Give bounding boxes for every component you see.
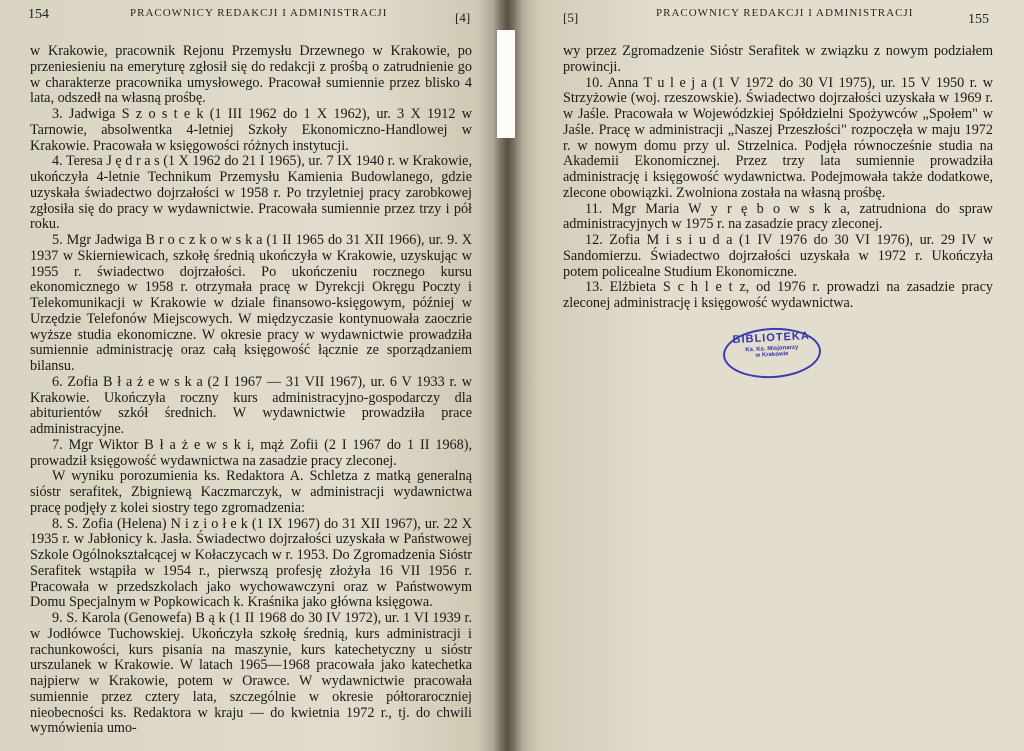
page-number: 155 [968, 12, 989, 27]
paragraph: 13. Elżbieta S c h l e t z, od 1976 r. prowadzi na zasadzie pracy zleconej administrację i księgowość wydawnictwa. [563, 279, 993, 311]
page-number: 154 [28, 7, 49, 22]
paragraph: 9. S. Karola (Genowefa) B ą k (1 II 1968 do 30 IV 1972), ur. 1 VI 1939 r. w Jodłówce Tuchowskiej. Ukończyła szkołę średnią, kurs administracji i rachunkowości, kurs pisania na maszynie, kurs katechetyczny u sióstr urszulanek w Krakowie. W latach 1965—1968 pracowała jako katechetka najpierw w Krakowie, potem w Orawce. W wydawnictwie pracowała sumiennie przez cztery lata, szczególnie w okresie półtoraroczniej nieobecności ks. Redaktora w kraju — do kwietnia 1972 r., tj. do chwili wymówienia umo- [30, 610, 472, 737]
paragraph: 5. Mgr Jadwiga B r o c z k o w s k a (1 II 1965 do 31 XII 1966), ur. 9. X 1937 w Skierniewicach, szkołę średnią ukończyła w Krakowie, uzyskując w 1955 r. świadectwo dojrzałości. Po ukończeniu rocznego kursu ekonomicznego w 1958 r. otrzymała pracę w Dyrekcji Okręgu Poczty i Telekomunikacji w Krakowie w dziale finansowo-księgowym, później w Urzędzie Telefonów Miejscowych. W międzyczasie kontynuowała zaoczrie wyższe studia ekonomiczne. W okresie pracy w wydawnictwie prowadziła sumiennie administrację oraz całą księgowość łącznie ze sporządzaniem bilansu. [30, 232, 472, 374]
paragraph: 8. S. Zofia (Helena) N i z i o ł e k (1 IX 1967) do 31 XII 1967), ur. 22 X 1935 r. w Jabłonicy k. Jasła. Świadectwo dojrzałości uzyskała w Państwowej Szkole Ogólnokształcącej w Kołaczycach w r. 1953. Do Zgromadzenia Sióstr Serafitek wstąpiła w 1954 r., pierwszą profesję złożyła 16 VII 1956 r. Pracowała w przedszkolach jako wychowawczyni oraz w Państwowym Domu Specjalnym w Popkowicach k. Kraśnika jako główna księgowa. [30, 515, 472, 611]
paragraph: w Krakowie, pracownik Rejonu Przemysłu Drzewnego w Krakowie, po przeniesieniu na emeryturę zgłosił się do redakcji z prośbą o zatrudnienie go w charakterze pracownika umysłowego. Pracował sumiennie przez blisko 4 lata, odszedł na własną prośbę. [30, 43, 472, 107]
paragraph: 12. Zofia M i s i u d a (1 IV 1976 do 30 VI 1976), ur. 29 IV w Sandomierzu. Świadectwo dojrzałości uzyskała w 1972 r. Ukończyła potem policealne Studium Ekonomiczne. [563, 232, 993, 280]
left-page-body [30, 44, 472, 737]
paragraph: 7. Mgr Wiktor B ł a ż e w s k i, mąż Zofii (2 I 1967 do 1 II 1968), prowadził księgowość wydawnictwa na zasadzie pracy zleconej. [30, 436, 472, 469]
paragraph: 10. Anna T u l e j a (1 V 1972 do 30 VI 1975), ur. 15 V 1950 r. w Strzyżowie (woj. rzeszowskie). Świadectwo dojrzałości uzyskała w 1969 r. w Jaśle. Pracowała w Wojewódzkiej Spółdzielni Spożywców „Społem" w Jaśle. Pracę w administracji „Naszej Przeszłości" rozpoczęła w maju 1972 r. w nowym domu przy ul. Strzelnica. Podjęła równocześnie studia na Akademii Ekonomicznej. Przez trzy lata sumiennie prowadziła administrację i księgowość wydawnictwa. Podejmowała także dodatkowe, zlecone obowiązki. Zwolniona została na własną prośbę. [563, 74, 993, 201]
stamp-middle-text: Ks. Ks. Misjonarzy [745, 344, 799, 354]
section-mark: [5] [563, 10, 579, 25]
left-page [0, 0, 508, 751]
running-head: PRACOWNICY REDAKCJI I ADMINISTRACJI [130, 7, 388, 19]
paper-slip [497, 30, 515, 138]
running-head: PRACOWNICY REDAKCJI I ADMINISTRACJI [656, 7, 914, 19]
paragraph: 4. Teresa J ę d r a s (1 X 1962 do 21 I 1965), ur. 7 IX 1940 r. w Krakowie, ukończyła 4-letnie Technikum Przemysłu Kamienia Budowlanego, gdzie uzyskała świadectwo dojrzałości w 1958 r. Po trzyletniej pracy zarobkowej zgłosiła się do pracy w wydawnictwie. Pracowała sumiennie przez trzy i pół roku. [30, 153, 472, 233]
paragraph: W wyniku porozumienia ks. Redaktora A. Schletza z matką generalną sióstr serafitek, Zbigniewą Kaczmarczyk, w administracji wydawnictwa pracę podjęły z kolei siostry tego zgromadzenia: [30, 468, 472, 516]
paragraph: 3. Jadwiga S z o s t e k (1 III 1962 do 1 X 1962), ur. 3 X 1912 w Tarnowie, absolwentka 4-letniej Szkoły Ekonomiczno-Handlowej w Krakowie. Pracowała w księgowości różnych instytucji. [30, 106, 472, 154]
stamp-top-text: BIBLIOTEKA [732, 330, 811, 347]
right-page-body [563, 44, 993, 312]
paragraph: 6. Zofia B ł a ż e w s k a (2 I 1967 — 31 VII 1967), ur. 6 V 1933 r. w Krakowie. Ukończyła roczny kurs administracyjno-gospodarczy dla abiturientów szkół średnich. W wydawnictwie prowadziła prace administracyjne. [30, 373, 472, 437]
section-mark: [4] [455, 10, 471, 25]
paragraph: 11. Mgr Maria W y r ę b o w s k a, zatrudniona do spraw administracyjnych w 1975 r. na zasadzie pracy zleconej. [563, 200, 993, 233]
paragraph: wy przez Zgromadzenie Sióstr Serafitek w związku z nowym podziałem prowincji. [563, 43, 993, 75]
stamp-bottom-text: w Krakowie [755, 351, 789, 359]
